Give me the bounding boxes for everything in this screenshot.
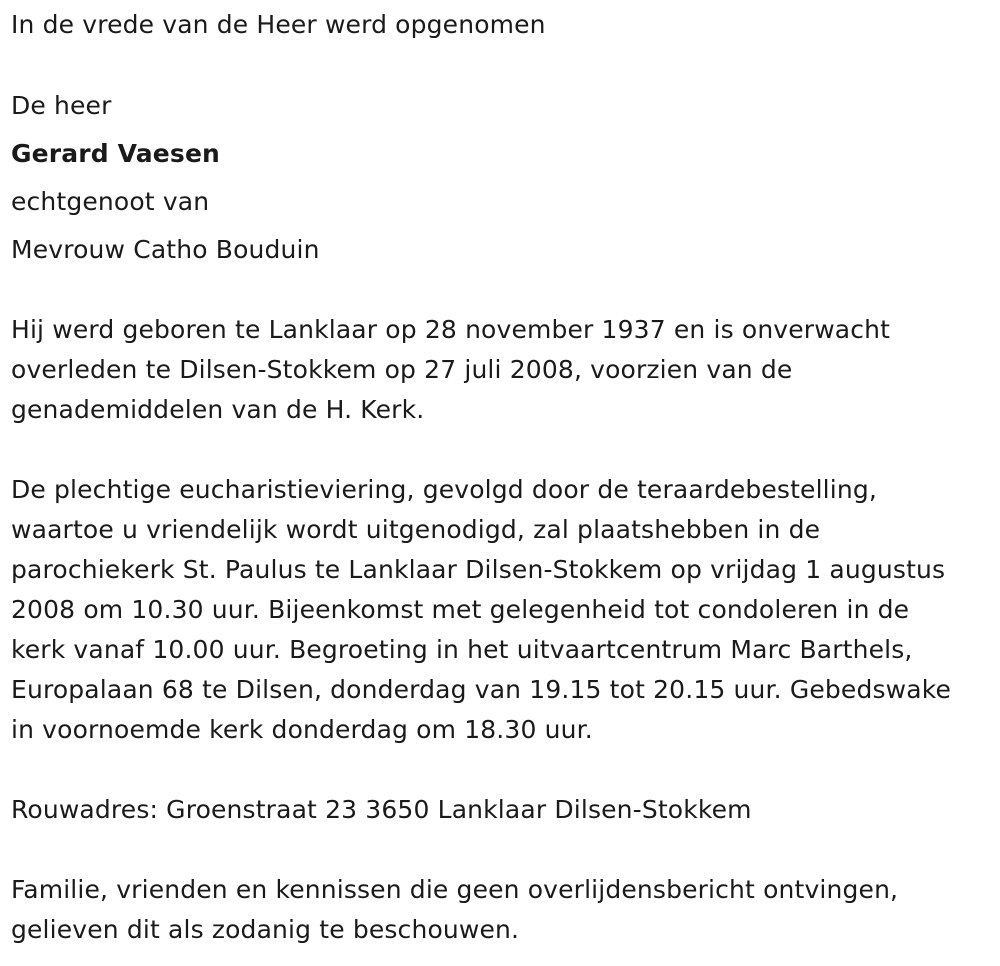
paragraph-line: in voornoemde kerk donderdag om 18.30 uur. <box>11 715 593 744</box>
mourning-address: Rouwadres: Groenstraat 23 3650 Lanklaar Dilsen-Stokkem <box>11 795 752 824</box>
deceased-name: Gerard Vaesen <box>11 139 220 168</box>
paragraph-line: Europalaan 68 te Dilsen, donderdag van 19.15 tot 20.15 uur. Gebedswake <box>11 675 951 704</box>
salutation: De heer <box>11 91 112 120</box>
paragraph-line: kerk vanaf 10.00 uur. Begroeting in het uitvaartcentrum Marc Barthels, <box>11 635 913 664</box>
paragraph-line: waartoe u vriendelijk wordt uitgenodigd, zal plaatshebben in de <box>11 515 821 544</box>
relation-line: echtgenoot van <box>11 187 210 216</box>
paragraph-line: genademiddelen van de H. Kerk. <box>11 395 425 424</box>
paragraph-line: De plechtige eucharistieviering, gevolgd door de teraardebestelling, <box>11 475 877 504</box>
paragraph-line: Hij werd geboren te Lanklaar op 28 november 1937 en is onverwacht <box>11 315 891 344</box>
spouse-name: Mevrouw Catho Bouduin <box>11 235 320 264</box>
paragraph-line: gelieven dit als zodanig te beschouwen. <box>11 915 520 944</box>
intro-line: In de vrede van de Heer werd opgenomen <box>11 10 546 39</box>
paragraph-line: parochiekerk St. Paulus te Lanklaar Dilsen-Stokkem op vrijdag 1 augustus <box>11 555 946 584</box>
paragraph-line: 2008 om 10.30 uur. Bijeenkomst met gelegenheid tot condoleren in de <box>11 595 910 624</box>
paragraph-line: Familie, vrienden en kennissen die geen overlijdensbericht ontvingen, <box>11 875 899 904</box>
paragraph-line: overleden te Dilsen-Stokkem op 27 juli 2008, voorzien van de <box>11 355 793 384</box>
